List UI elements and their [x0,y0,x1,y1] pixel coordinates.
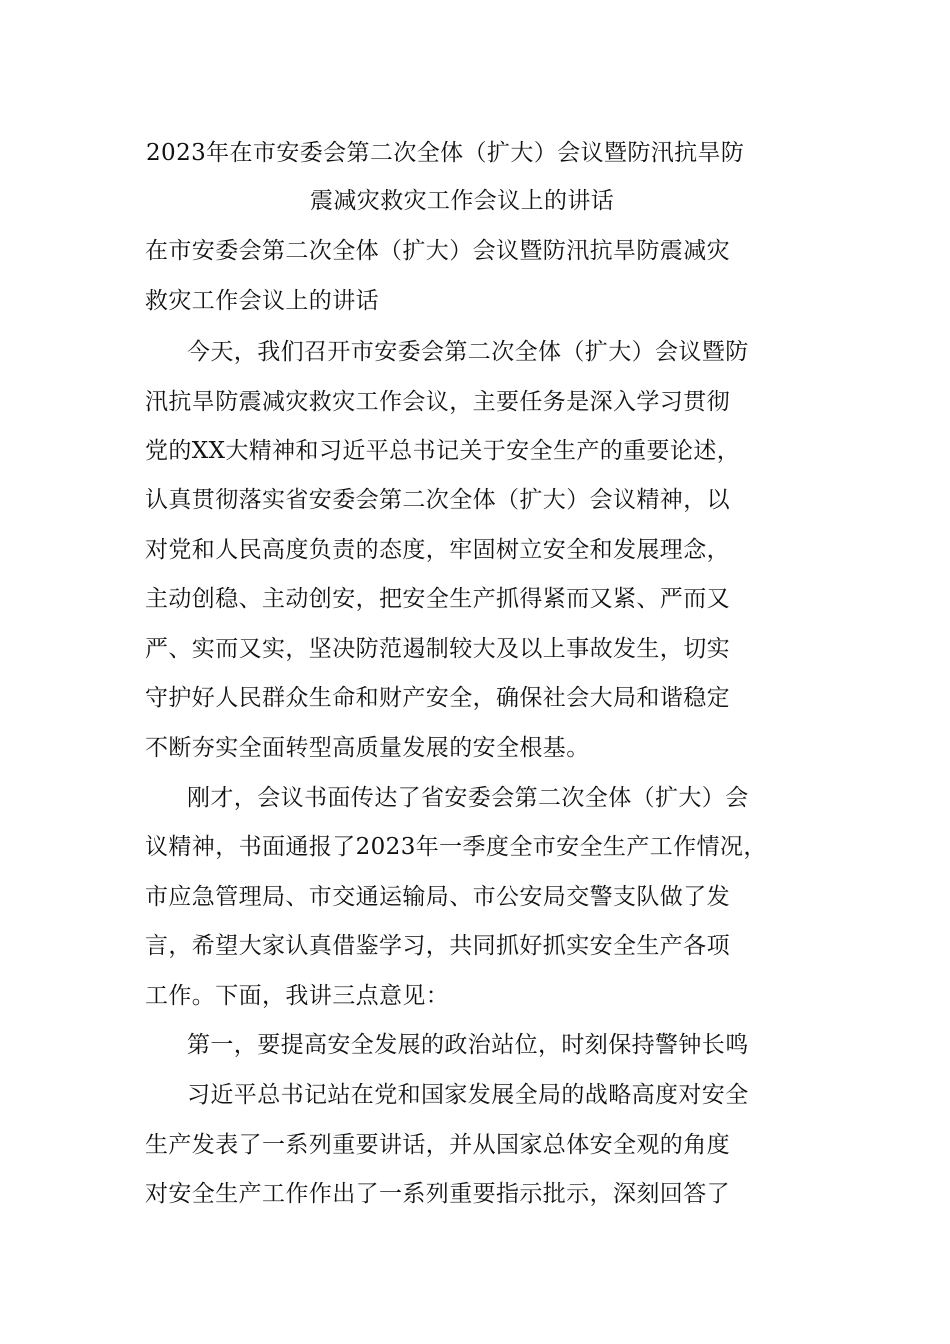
paragraph-3-line-1: 习近平总书记站在党和国家发展全局的战略高度对安全 [187,1082,749,1108]
paragraph-1-line-9: 不断夯实全面转型高质量发展的安全根基。 [145,735,590,761]
section-heading-1: 第一，要提高安全发展的政治站位，时刻保持警钟长鸣 [187,1032,749,1058]
paragraph-2-line-2: 议精神，书面通报了2023年一季度全市安全生产工作情况， [145,834,767,860]
paragraph-2-line-4: 言，希望大家认真借鉴学习，共同抓好抓实安全生产各项 [145,933,730,959]
paragraph-3-line-2: 生产发表了一系列重要讲话，并从国家总体安全观的角度 [145,1132,730,1158]
subtitle-line-1: 在市安委会第二次全体（扩大）会议暨防汛抗旱防震减灾 [145,238,730,264]
paragraph-1-line-2: 汛抗旱防震减灾救灾工作会议，主要任务是深入学习贯彻 [145,389,730,415]
subtitle-line-2: 救灾工作会议上的讲话 [145,288,379,314]
paragraph-1-line-8: 守护好人民群众生命和财产安全，确保社会大局和谐稳定 [145,685,730,711]
document-title-line-2: 震减灾救灾工作会议上的讲话 [310,188,615,214]
paragraph-1-line-1: 今天，我们召开市安委会第二次全体（扩大）会议暨防 [187,339,749,365]
paragraph-1-line-6: 主动创稳、主动创安，把安全生产抓得紧而又紧、严而又 [145,586,730,612]
paragraph-2-line-1: 刚才，会议书面传达了省安委会第二次全体（扩大）会 [187,785,749,811]
paragraph-1-line-3: 党的XX大精神和习近平总书记关于安全生产的重要论述， [145,438,741,464]
paragraph-2-line-5: 工作。下面，我讲三点意见： [145,983,450,1009]
paragraph-1-line-5: 对党和人民高度负责的态度，牢固树立安全和发展理念， [145,537,730,563]
document-title-line-1: 2023年在市安委会第二次全体（扩大）会议暨防汛抗旱防 [146,140,745,166]
paragraph-1-line-7: 严、实而又实，坚决防范遏制较大及以上事故发生，切实 [145,636,730,662]
paragraph-3-line-3: 对安全生产工作作出了一系列重要指示批示，深刻回答了 [145,1181,730,1207]
paragraph-2-line-3: 市应急管理局、市交通运输局、市公安局交警支队做了发 [145,884,730,910]
paragraph-1-line-4: 认真贯彻落实省安委会第二次全体（扩大）会议精神，以 [145,487,730,513]
